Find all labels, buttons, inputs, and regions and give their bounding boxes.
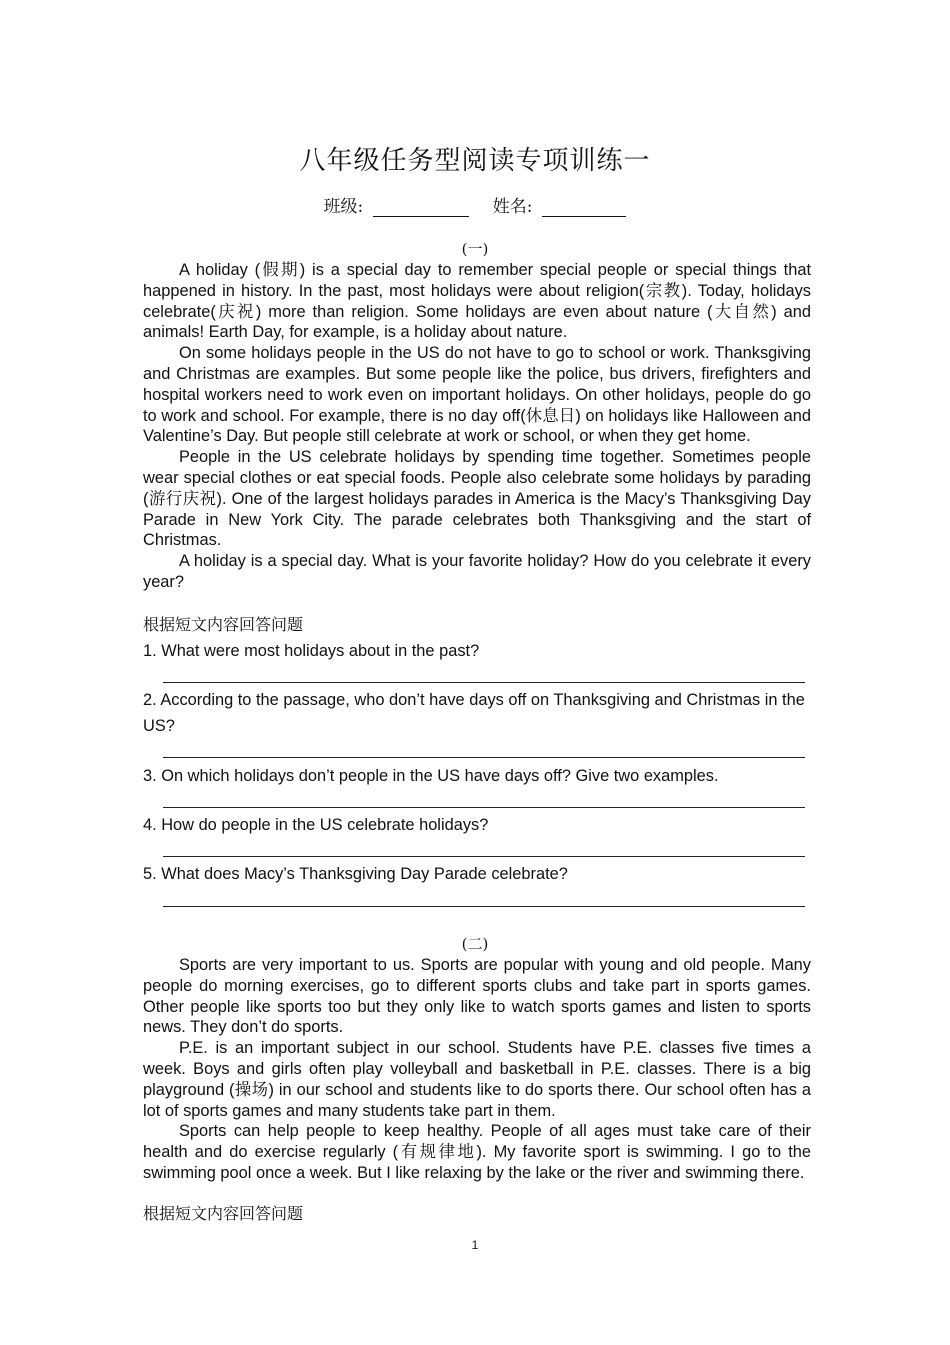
section2-paragraph: Sports can help people to keep healthy. People of all ages must take care of their health and do exercise regularly (有规律地). My favorite sport is swimming. I go to the swimming pool once a week. But I like relaxing by the lake or the river and swimming there. (143, 1122, 811, 1182)
section1-paragraph: A holiday is a special day. What is your favorite holiday? How do you celebrate it every year? (143, 552, 811, 591)
class-blank[interactable] (373, 196, 469, 217)
answer-line-5[interactable] (163, 906, 805, 907)
answer-line-3[interactable] (163, 807, 805, 808)
page-title: 八年级任务型阅读专项训练一 (299, 146, 651, 176)
answer-line-4[interactable] (163, 856, 805, 857)
name-blank[interactable] (542, 196, 626, 217)
question-3: 3. On which holidays don’t people in the US have days off? Give two examples. (143, 767, 719, 785)
question-2: 2. According to the passage, who don’t have days off on Thanksgiving and Christmas in the US? (143, 691, 805, 735)
class-label: 班级: (323, 197, 364, 217)
question-4: 4. How do people in the US celebrate holidays? (143, 816, 489, 834)
name-label: 姓名: (492, 197, 533, 217)
section1-passage (143, 260, 811, 593)
answer-line-2[interactable] (163, 757, 805, 758)
answer-line-1[interactable] (163, 682, 805, 683)
section2-instruction: 根据短文内容回答问题 (143, 1204, 304, 1223)
section1-paragraph: People in the US celebrate holidays by spending time together. Sometimes people wear special clothes or eat special foods. People also celebrate some holidays by parading (游行庆祝). One of the largest holidays parades in America is the Macy’s Thanksgiving Day Parade in New York City. The parade celebrates both Thanksgiving and the start of Christmas. (143, 448, 811, 550)
page-number: 1 (471, 1238, 479, 1252)
section2-passage (143, 955, 811, 1184)
student-info-line (0, 192, 950, 217)
section2-paragraph: P.E. is an important subject in our school. Students have P.E. classes five times a week. Boys and girls often play volleyball and basketball in P.E. classes. There is a big playground (操场) in our school and students like to do sports there. Our school often has a lot of sports games and many students take part in them. (143, 1039, 811, 1120)
section1-paragraph: A holiday (假期) is a special day to remember special people or special things that happened in history. In the past, most holidays were about religion(宗教). Today, holidays celebrate(庆祝) more than religion. Some holidays are even about nature (大自然) and animals! Earth Day, for example, is a holiday about nature. (143, 261, 811, 342)
question-1: 1. What were most holidays about in the past? (143, 642, 480, 660)
section1-heading: (一) (461, 240, 489, 258)
section2-paragraph: Sports are very important to us. Sports are popular with young and old people. Many people do morning exercises, go to different sports clubs and take part in sports games. Other people like sports too but they only like to watch sports games and listen to sports news. They don’t do sports. (143, 956, 811, 1037)
section2-heading: (二) (461, 935, 489, 953)
question-5: 5. What does Macy’s Thanksgiving Day Parade celebrate? (143, 865, 568, 883)
section1-instruction: 根据短文内容回答问题 (143, 615, 304, 634)
section1-paragraph: On some holidays people in the US do not have to go to school or work. Thanksgiving and Christmas are examples. But some people like the police, bus drivers, firefighters and hospital workers need to work even on important holidays. On other holidays, people do go to work and school. For example, there is no day off(休息日) on holidays like Halloween and Valentine’s Day. But people still celebrate at work or school, or when they get home. (143, 344, 811, 446)
